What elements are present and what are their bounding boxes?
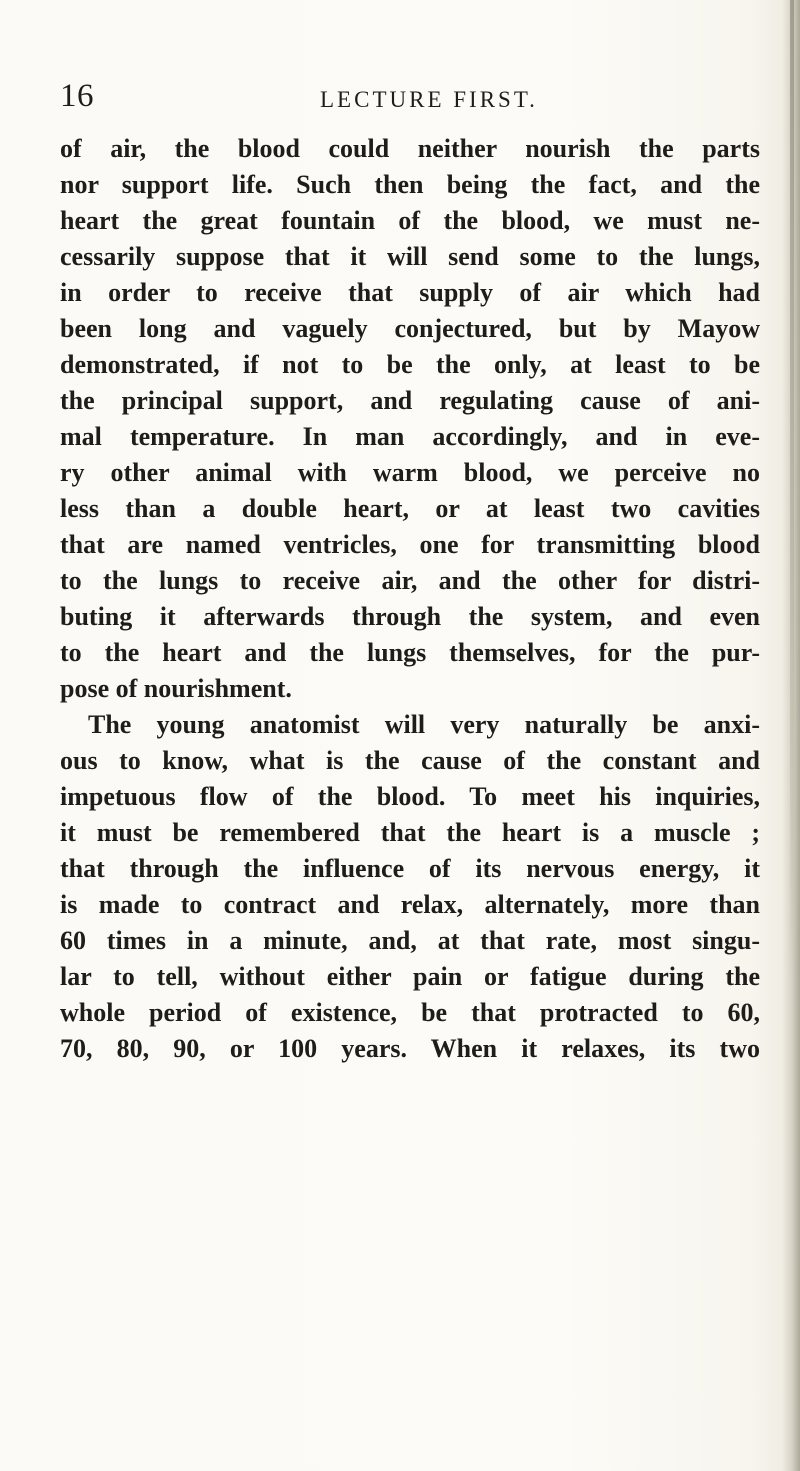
running-head: LECTURE FIRST.: [320, 87, 538, 112]
text-line: impetuous flow of the blood. To meet his inquiries,: [60, 782, 760, 811]
text-line: ous to know, what is the cause of the constant and: [60, 746, 760, 775]
text-line: that through the influence of its nervous energy, it: [60, 854, 760, 883]
text-line: demonstrated, if not to be the only, at least to be: [60, 350, 760, 379]
text-line: buting it afterwards through the system, and even: [60, 602, 760, 631]
text-line: whole period of existence, be that protracted to 60,: [60, 998, 760, 1027]
body-text: [60, 131, 760, 1067]
text-line: nor support life. Such then being the fact, and the: [60, 170, 760, 199]
page-header: [60, 78, 760, 118]
page-number: 16: [60, 78, 94, 114]
text-line: to the heart and the lungs themselves, for the pur-: [60, 638, 760, 667]
text-line: cessarily suppose that it will send some to the lungs,: [60, 242, 760, 271]
text-line: that are named ventricles, one for transmitting blood: [60, 530, 760, 559]
text-line: 70, 80, 90, or 100 years. When it relaxes, its two: [60, 1034, 760, 1063]
text-line: of air, the blood could neither nourish the parts: [60, 134, 760, 163]
text-line: is made to contract and relax, alternately, more than: [60, 890, 760, 919]
text-line: been long and vaguely conjectured, but by Mayow: [60, 314, 760, 343]
text-line: 60 times in a minute, and, at that rate, most singu-: [60, 926, 760, 955]
text-line: lar to tell, without either pain or fatigue during the: [60, 962, 760, 991]
text-line: the principal support, and regulating cause of ani-: [60, 386, 760, 415]
text-line: in order to receive that supply of air which had: [60, 278, 760, 307]
text-line: ry other animal with warm blood, we perceive no: [60, 458, 760, 487]
text-line: mal temperature. In man accordingly, and in eve-: [60, 422, 760, 451]
text-line: to the lungs to receive air, and the other for distri-: [60, 566, 760, 595]
paragraph-start-line: The young anatomist will very naturally be anxi-: [88, 710, 760, 739]
text-line: it must be remembered that the heart is a muscle ;: [60, 818, 760, 847]
text-line: heart the great fountain of the blood, we must ne-: [60, 206, 760, 235]
page-edge-band: [790, 0, 794, 980]
paragraph-end-line: pose of nourishment.: [60, 674, 292, 703]
text-line: less than a double heart, or at least two cavities: [60, 494, 760, 523]
